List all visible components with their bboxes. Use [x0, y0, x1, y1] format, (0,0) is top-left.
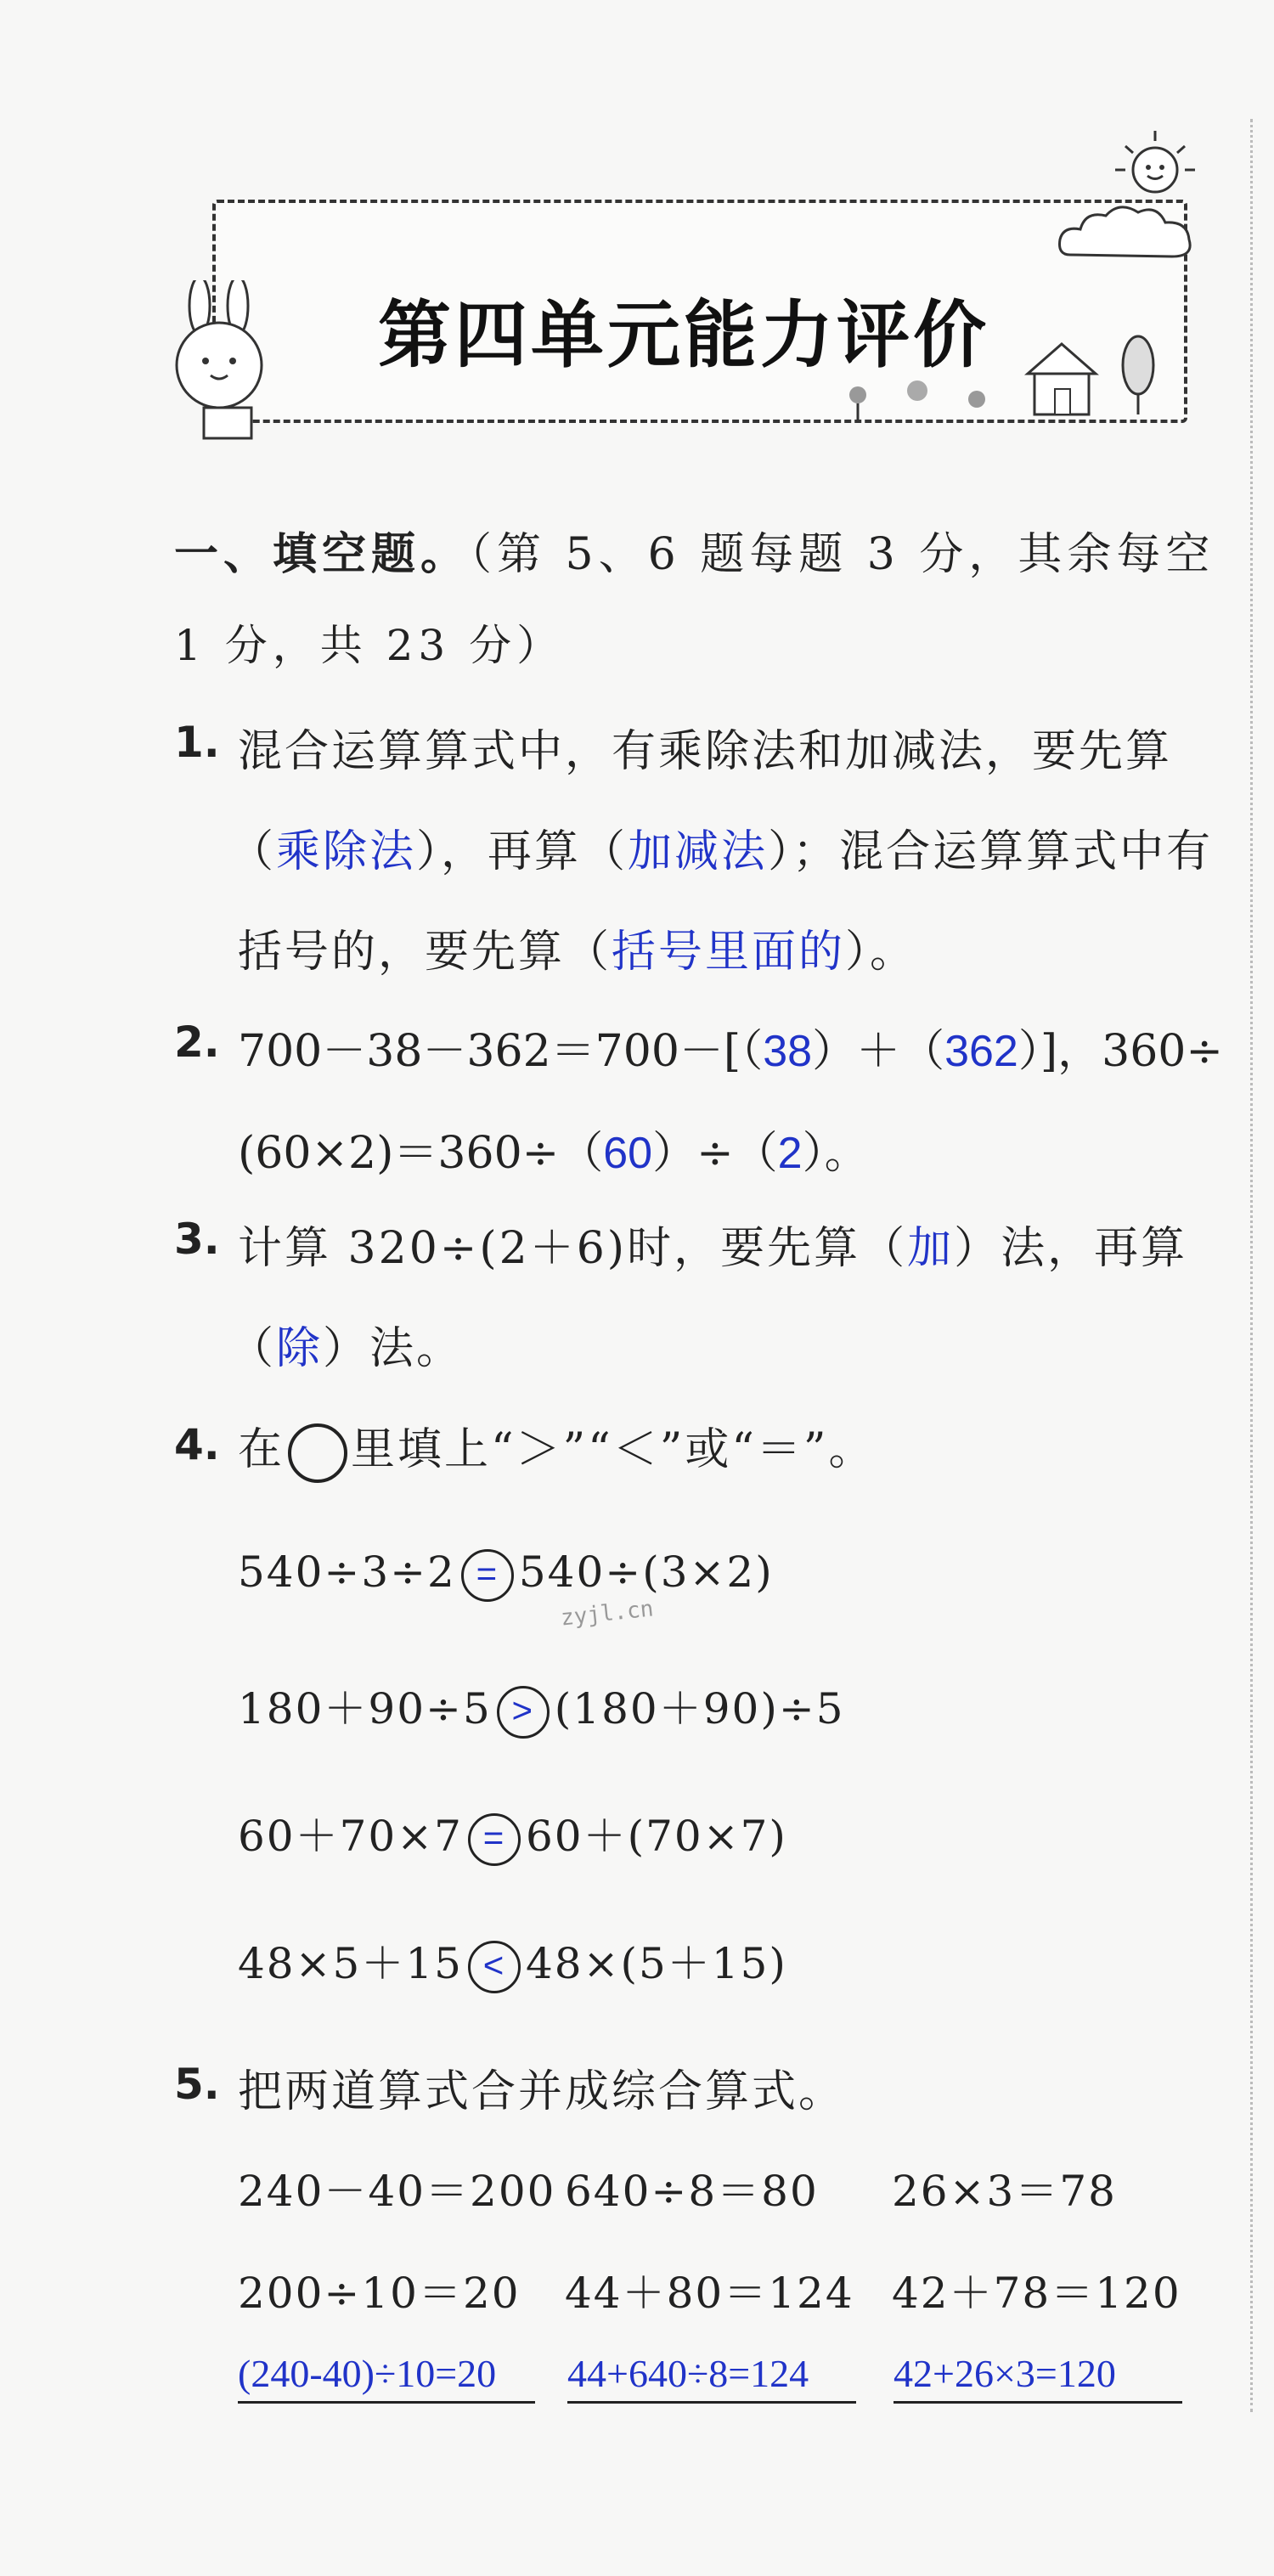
page-edge-divider: [1250, 119, 1255, 2412]
cloud-icon: [1053, 195, 1206, 272]
answer-2a: 38: [763, 1027, 813, 1076]
answer-1c: 括号里面的: [612, 927, 846, 977]
question-2-line-2: (60×2)＝360÷（60）÷（2）。: [238, 1128, 869, 1179]
page-title: 第四单元能力评价: [378, 293, 989, 378]
question-1-line-1: 混合运算算式中，有乘除法和加减法，要先算: [238, 726, 1173, 777]
section-heading: [174, 518, 1215, 582]
answer-2c: 60: [603, 1129, 653, 1178]
answer-1a: 乘除法: [276, 827, 417, 877]
comparison-answer: <: [468, 1941, 521, 1993]
combined-answer: 42+26×3=120: [893, 2351, 1182, 2404]
comparison-row: 60＋70×7 = 60＋(70×7): [238, 1802, 787, 1866]
section-scoring-note: （第 5、6 题每题 3 分，其余每空: [470, 529, 1215, 580]
combined-answer: (240-40)÷10=20: [238, 2351, 535, 2404]
question-5-prompt: 把两道算式合并成综合算式。: [238, 2066, 846, 2117]
comparison-circle-icon: [288, 1423, 347, 1483]
flowers-icon: [841, 374, 1011, 425]
house-icon: [1002, 331, 1181, 425]
answer-1b: 加减法: [628, 827, 769, 877]
comparison-answer: >: [497, 1686, 550, 1739]
comparison-row: 180＋90÷5 > (180＋90)÷5: [238, 1675, 845, 1739]
given-equation: 44＋80＝124: [565, 2269, 854, 2318]
comparison-answer: =: [461, 1549, 514, 1602]
question-5-number: 5.: [174, 2060, 220, 2109]
answer-3a: 加: [907, 1224, 955, 1273]
question-3-number: 3.: [174, 1215, 220, 1264]
question-2-number: 2.: [174, 1017, 220, 1067]
comparison-answer: =: [468, 1813, 521, 1866]
answer-3b: 除: [276, 1324, 324, 1373]
section-title: 一、填空题。: [174, 529, 471, 580]
answer-2d: 2: [777, 1129, 803, 1178]
question-3-line-1: 计算 320÷(2＋6)时，要先算（加）法，再算: [238, 1223, 1188, 1274]
answer-2b: 362: [944, 1027, 1018, 1076]
given-equation: 26×3＝78: [892, 2167, 1117, 2216]
given-equation: 240－40＝200: [238, 2167, 556, 2216]
question-2-line-1: 700－38－362＝700－[（38）＋（362）]，360÷: [238, 1026, 1223, 1077]
combined-answer: 44+640÷8=124: [567, 2351, 856, 2404]
question-1-line-3: 括号的，要先算（括号里面的）。: [238, 927, 917, 978]
question-1-line-2: （乘除法），再算（加减法）；混合运算算式中有: [229, 826, 1214, 877]
question-1-number: 1.: [174, 718, 220, 767]
section-scoring-note-cont: 1 分，共 23 分）: [174, 621, 565, 670]
given-equation: 200÷10＝20: [238, 2269, 521, 2318]
sun-icon: [1108, 127, 1202, 204]
comparison-row: 48×5＋15 < 48×(5＋15): [238, 1930, 787, 1993]
given-equation: 640÷8＝80: [565, 2167, 819, 2216]
watermark: zyjl.cn: [559, 1596, 655, 1632]
question-4-number: 4.: [174, 1420, 220, 1469]
question-3-line-2: （除）法。: [229, 1323, 464, 1374]
comparison-row: 540÷3÷2 = 540÷(3×2): [238, 1547, 774, 1602]
given-equation: 42＋78＝120: [892, 2269, 1181, 2318]
bunny-icon: [161, 280, 289, 450]
question-4-prompt: 在 里填上“＞”“＜”或“＝”。: [238, 1413, 876, 1483]
